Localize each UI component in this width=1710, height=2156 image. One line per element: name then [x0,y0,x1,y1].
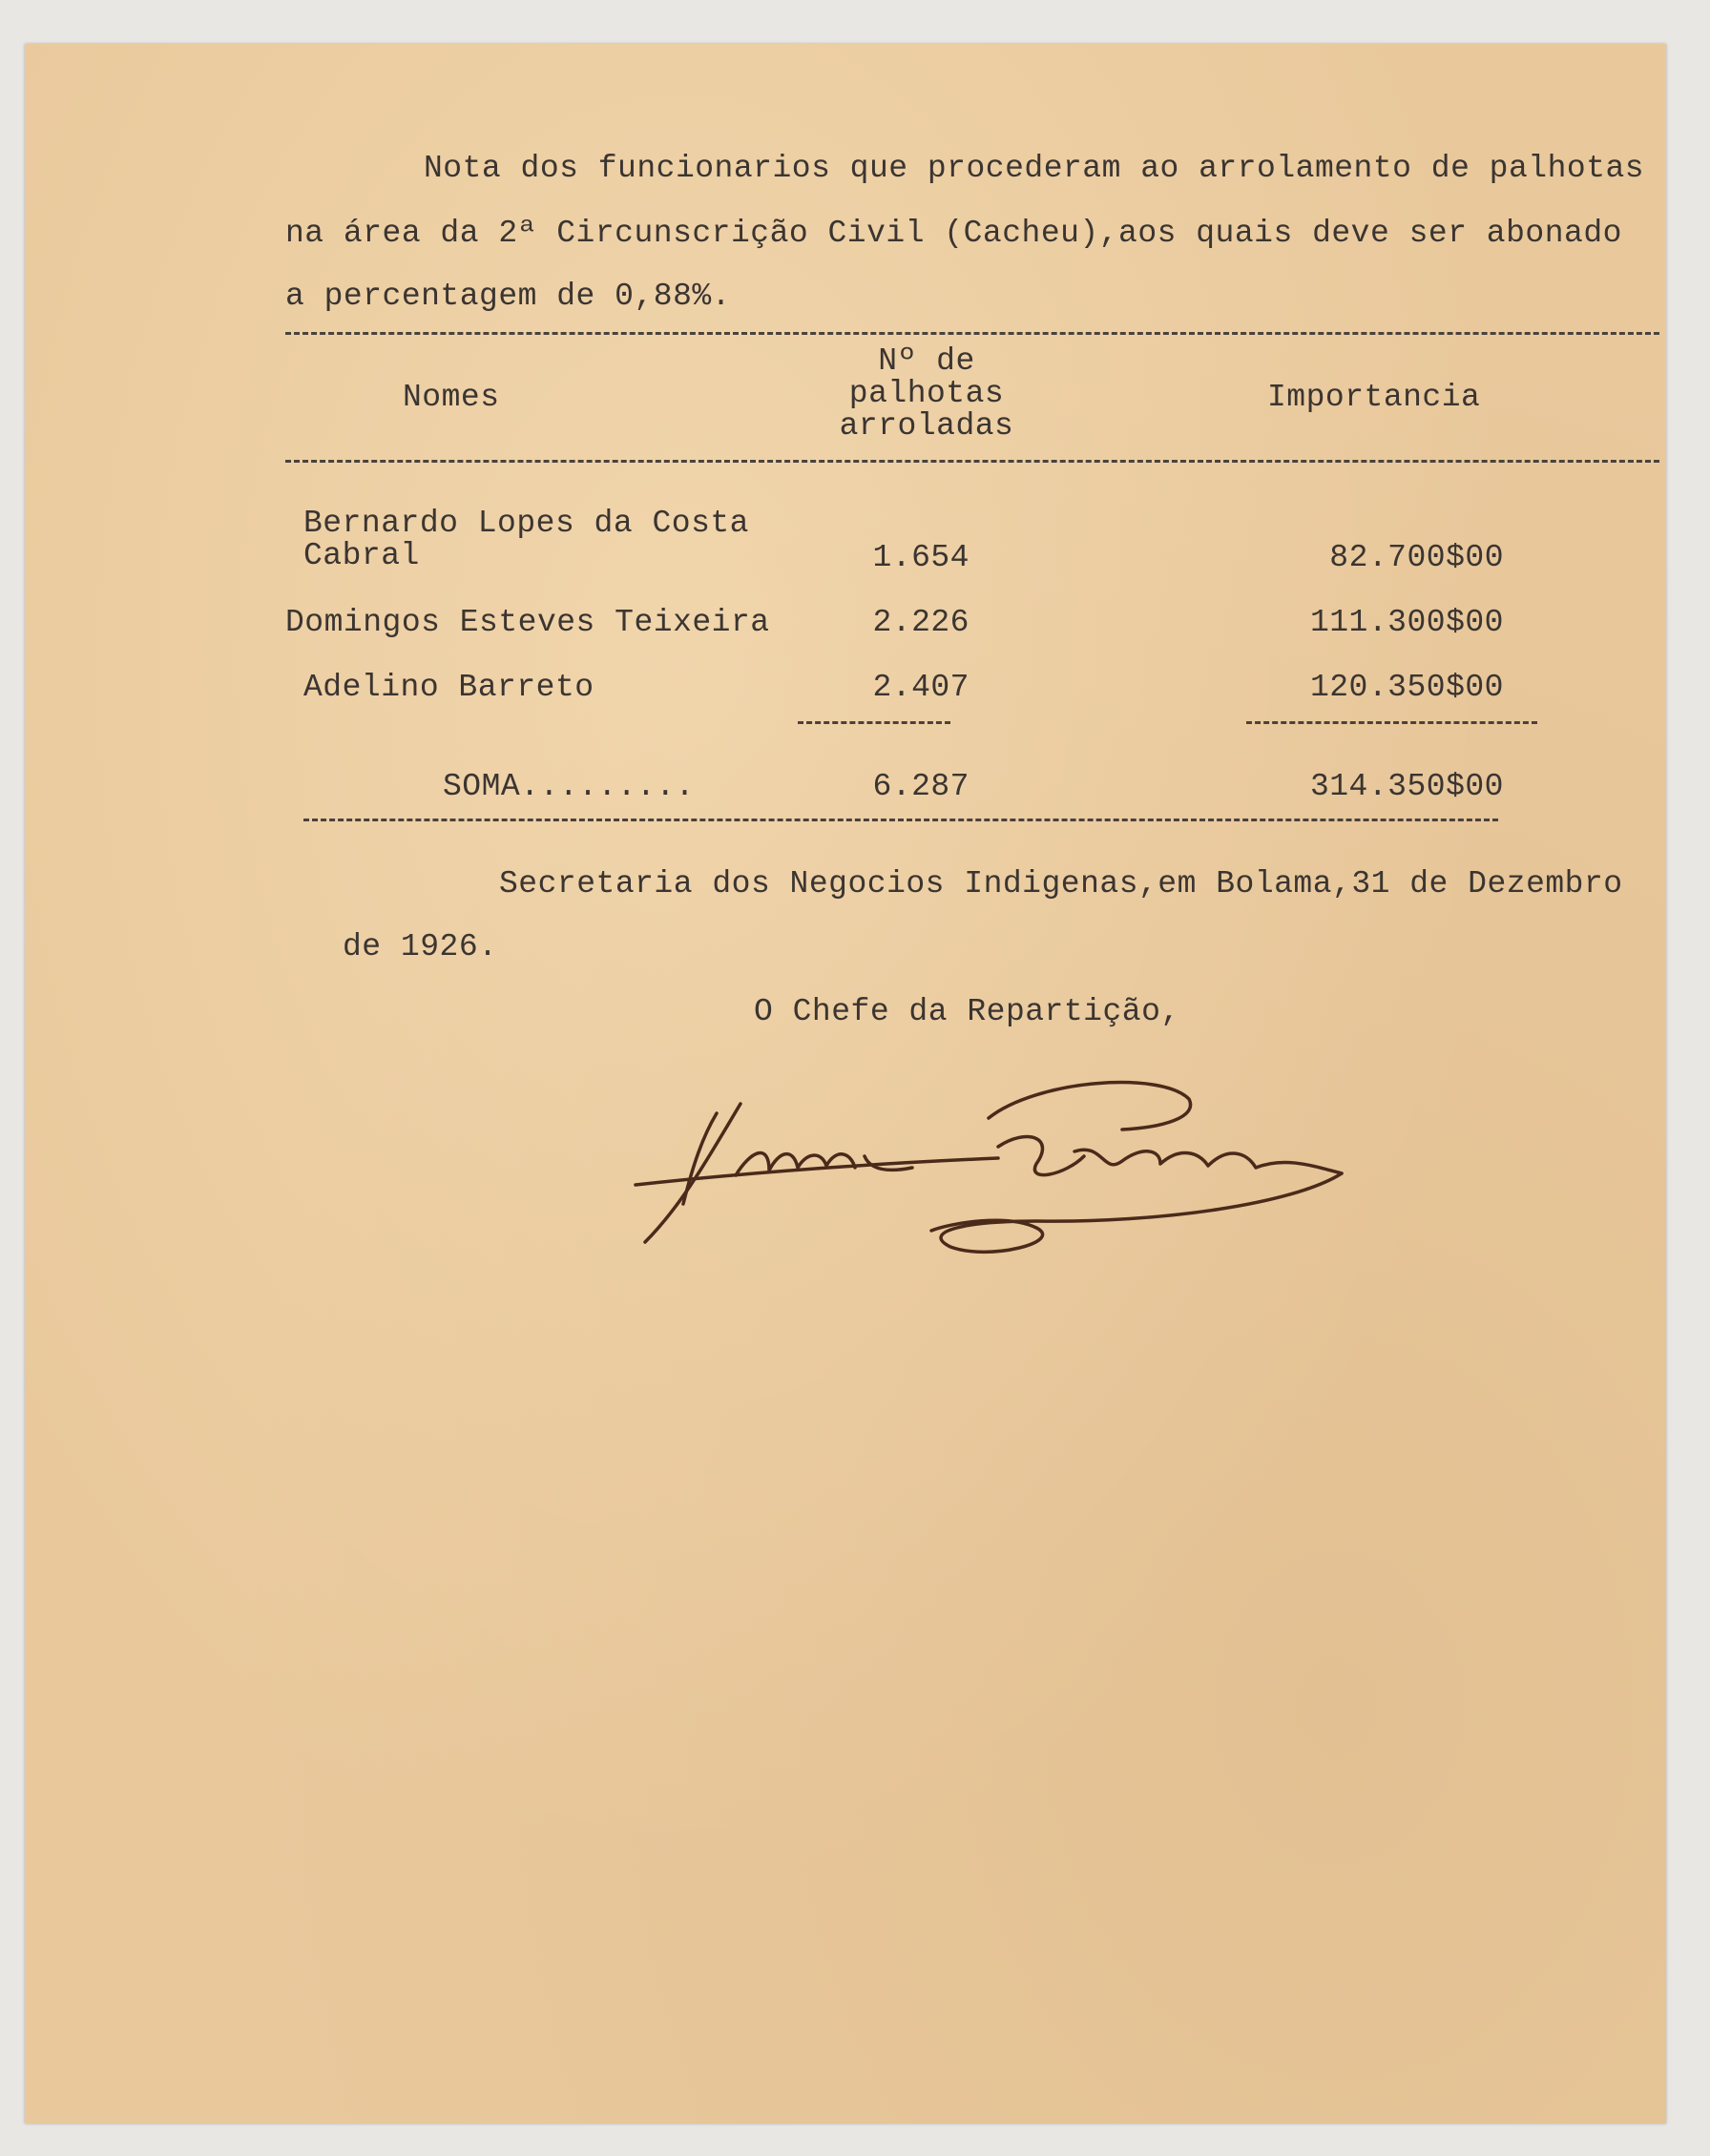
signatory-title: O Chefe da Repartição, [754,994,1180,1029]
table-row-2-name: Domingos Esteves Teixeira [285,605,770,640]
header-palhotas-line1: Nº de [878,343,975,379]
rule-top [285,332,1659,335]
document-page [25,44,1666,2124]
table-row-1-count: 1.654 [872,540,970,575]
table-row-1-name [303,508,749,572]
intro-line-3: a percentagem de 0,88%. [285,279,731,314]
header-palhotas [817,345,1036,443]
rule-bottom [303,819,1498,821]
sum-amount: 314.350$00 [1309,769,1504,804]
rule-sum-count [798,721,950,724]
table-row-1-amount: 82.700$00 [1329,540,1504,575]
rule-header [285,460,1659,463]
header-importancia: Importancia [1267,380,1481,415]
table-row-3-name: Adelino Barreto [303,670,594,705]
table-row-2-amount: 111.300$00 [1309,605,1504,640]
table-row-3-amount: 120.350$00 [1309,670,1504,705]
signature [626,1061,1361,1271]
header-nomes: Nomes [403,380,500,415]
row-1-name-line2: Cabral [303,538,420,573]
intro-line-1: Nota dos funcionarios que procederam ao arrolamento de palhotas [424,151,1645,186]
closing-line-2: de 1926. [343,929,498,964]
closing-line-1: Secretaria dos Negocios Indigenas,em Bolama,31 de Dezembro [499,866,1623,902]
table-row-2-count: 2.226 [872,605,970,640]
sum-label: SOMA......... [443,769,695,804]
row-1-name-line1: Bernardo Lopes da Costa [303,506,749,541]
header-palhotas-line2: palhotas [848,376,1005,411]
header-palhotas-line3: arroladas [839,408,1014,444]
sum-count: 6.287 [872,769,970,804]
rule-sum-amount [1246,721,1537,724]
table-row-3-count: 2.407 [872,670,970,705]
intro-line-2: na área da 2ª Circunscrição Civil (Cacheu),aos quais deve ser abonado [285,216,1622,251]
